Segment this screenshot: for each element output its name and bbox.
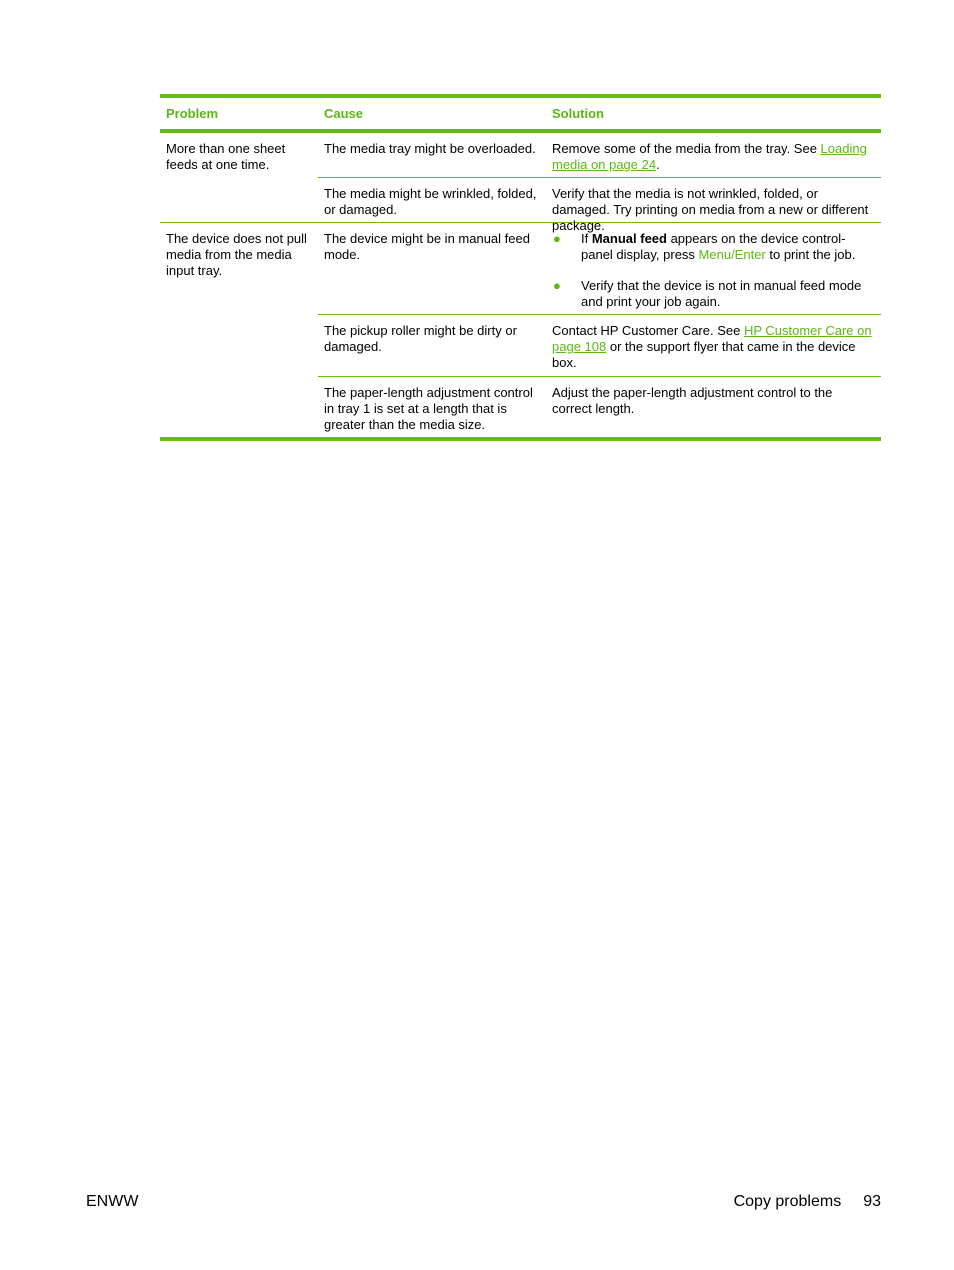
header-solution: Solution <box>552 106 604 121</box>
footer-enww: ENWW <box>86 1193 139 1210</box>
page-footer <box>86 1193 881 1211</box>
table-row <box>318 133 881 177</box>
solution-cell: Verify that the media is not wrinkled, folded, or damaged. Try printing on media from a new or different package. <box>552 186 869 233</box>
solution-text-end: . <box>656 157 660 172</box>
problem-group-no-pull <box>160 223 881 437</box>
hp-customer-care-link[interactable]: HP Customer Care on page 108 <box>552 323 872 354</box>
solution-cell <box>546 315 881 376</box>
bullet-icon: ● <box>553 278 561 293</box>
troubleshooting-table <box>160 94 881 441</box>
cause-cell: The pickup roller might be dirty or damaged. <box>324 323 517 354</box>
bullet-icon: ● <box>553 231 561 246</box>
header-problem: Problem <box>166 106 219 121</box>
bullet-text: If <box>581 231 592 246</box>
footer-right <box>734 1193 881 1211</box>
cause-cell: The media tray might be overloaded. <box>324 141 536 156</box>
solution-text: Remove some of the media from the tray. See <box>552 141 821 156</box>
header-cause: Cause <box>324 106 364 121</box>
menu-enter-key-label: Menu/Enter <box>698 247 766 262</box>
list-item <box>552 231 875 263</box>
cause-cell: The paper-length adjustment control in tray 1 is set at a length that is greater than the media size. <box>324 385 533 432</box>
bullet-text: Verify that the device is not in manual feed mode and print your job again. <box>581 278 862 309</box>
solution-text: Contact HP Customer Care. See <box>552 323 744 338</box>
solution-bullet-list <box>552 231 875 310</box>
cause-cell: The device might be in manual feed mode. <box>324 231 530 262</box>
solution-text-end: or the support flyer that came in the device box. <box>552 339 856 370</box>
table-row <box>318 223 881 314</box>
table-row <box>318 315 881 376</box>
loading-media-link[interactable]: Loading media on page 24 <box>552 141 867 172</box>
page-number: 93 <box>863 1193 881 1210</box>
problem-cell: More than one sheet feeds at one time. <box>166 141 286 172</box>
manual-feed-label: Manual feed <box>591 231 667 246</box>
solution-cell <box>546 223 881 314</box>
problem-cell: The device does not pull media from the media input tray. <box>166 231 307 278</box>
bullet-text: to print the job. <box>765 247 856 262</box>
bullet-text: appears on the device control-panel display, press <box>581 231 846 262</box>
footer-section-title: Copy problems <box>733 1193 842 1210</box>
table-header-row <box>160 98 881 129</box>
cause-cell: The media might be wrinkled, folded, or damaged. <box>324 186 537 217</box>
problem-group-multiple-sheets <box>160 133 881 233</box>
solution-cell <box>546 133 881 177</box>
table-row <box>318 377 881 437</box>
table-row <box>318 178 881 233</box>
table-bottom-rule <box>160 437 881 441</box>
list-item <box>552 278 875 310</box>
solution-cell: Adjust the paper-length adjustment control to the correct length. <box>552 385 833 416</box>
